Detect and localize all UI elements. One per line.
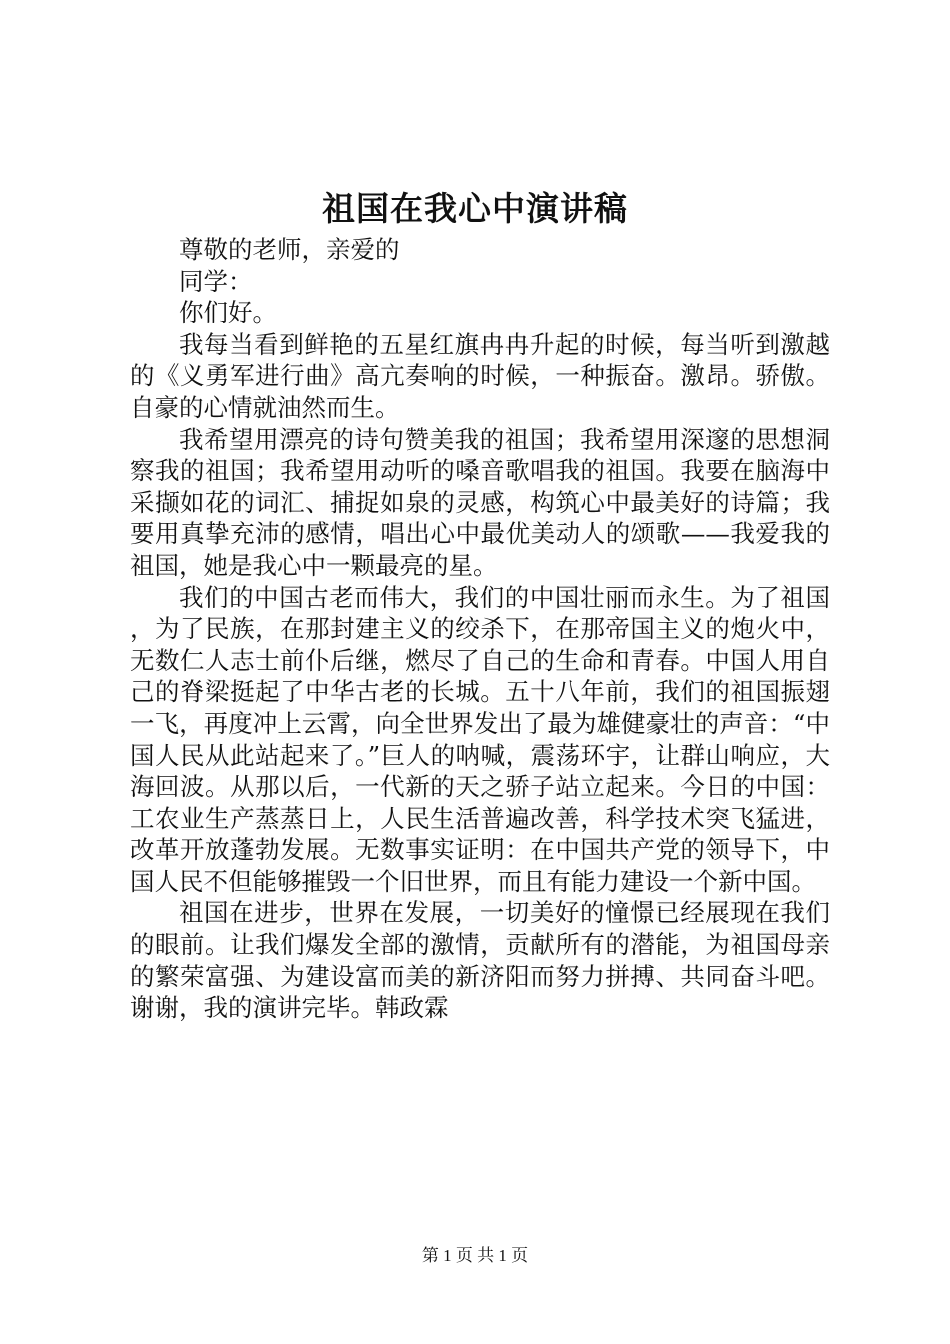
greeting-line-1: 尊敬的老师，亲爱的 [179, 235, 400, 264]
greeting-line-3: 你们好。 [179, 298, 277, 328]
paragraph-closing: 祖国在进步，世界在发展，一切美好的憧憬已经展现在我们的眼前。让我们爆发全部的激情，贡献所有的潜能，为祖国母亲的繁荣富强、为建设富而美的新济阳而努力拼搏、共同奋斗吧。谢谢，我的演讲完毕。韩政霖 [130, 898, 830, 1023]
page-number-footer: 第 1 页 共 1 页 [421, 1246, 529, 1265]
greeting-line-2: 同学： [179, 266, 253, 296]
paragraph-hope: 我希望用漂亮的诗句赞美我的祖国；我希望用深邃的思想洞察我的祖国；我希望用动听的嗓音歌唱我的祖国。我要在脑海中采撷如花的词汇、捕捉如泉的灵感，构筑心中最美好的诗篇；我要用真挚充沛的感情，唱出心中最优美动人的颂歌——我爱我的祖国，她是我心中一颗最亮的星。 [130, 424, 830, 580]
paragraph-history: 我们的中国古老而伟大，我们的中国壮丽而永生。为了祖国，为了民族，在那封建主义的绞杀下，在那帝国主义的炮火中，无数仁人志士前仆后继，燃尽了自己的生命和青春。中国人用自己的脊梁挺起了中华古老的长城。五十八年前，我们的祖国振翅一飞，再度冲上云霄，向全世界发出了最为雄健豪壮的声音：“中国人民从此站起来了。”巨人的呐喊，震荡环宇，让群山响应，大海回波。从那以后，一代新的天之骄子站立起来。今日的中国：工农业生产蒸蒸日上，人民生活普遍改善，科学技术突飞猛进，改革开放蓬勃发展。无数事实证明：在中国共产党的领导下，中国人民不但能够摧毁一个旧世界，而且有能力建设一个新中国。 [130, 582, 830, 896]
document-title: 祖国在我心中演讲稿 [322, 189, 628, 228]
document-body [130, 234, 830, 1024]
paragraph-flag: 我每当看到鲜艳的五星红旗冉冉升起的时候，每当听到激越的《义勇军进行曲》高亢奏响的时候，一种振奋。激昂。骄傲。自豪的心情就油然而生。 [130, 329, 830, 422]
